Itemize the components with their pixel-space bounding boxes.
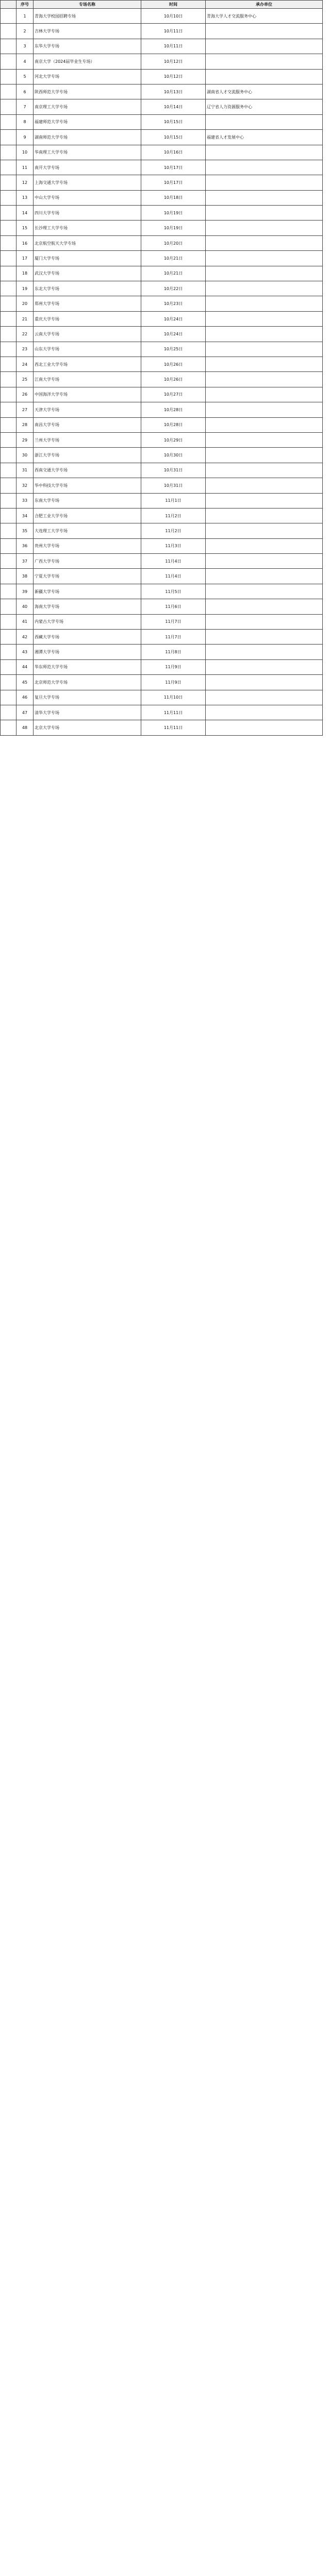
seq-cell: 45 [16, 675, 34, 690]
seq-cell: 33 [16, 493, 34, 508]
seq-cell: 41 [16, 614, 34, 629]
seq-cell: 7 [16, 99, 34, 114]
seq-cell: 5 [16, 69, 34, 84]
header-org: 承办单位 [206, 1, 323, 9]
seq-cell: 29 [16, 432, 34, 447]
table-row [1, 311, 323, 326]
table-row [1, 538, 323, 553]
table-row [1, 251, 323, 266]
org-cell: 福建省人才发展中心 [206, 130, 323, 145]
name-cell: 东南大学专场 [34, 493, 141, 508]
seq-cell: 12 [16, 175, 34, 190]
org-cell [206, 630, 323, 645]
time-cell: 10月18日 [141, 190, 206, 205]
seq-cell: 38 [16, 569, 34, 584]
seq-cell: 1 [16, 9, 34, 24]
time-cell: 10月31日 [141, 478, 206, 493]
seq-cell: 9 [16, 130, 34, 145]
time-cell: 11月4日 [141, 569, 206, 584]
name-cell: 郑州大学专场 [34, 296, 141, 311]
org-cell [206, 251, 323, 266]
table-row [1, 266, 323, 281]
region-cell [1, 39, 16, 54]
region-cell [1, 402, 16, 417]
org-cell [206, 190, 323, 205]
time-cell: 10月21日 [141, 251, 206, 266]
region-cell [1, 614, 16, 629]
region-cell [1, 357, 16, 371]
org-cell [206, 160, 323, 175]
seq-cell: 17 [16, 251, 34, 266]
region-cell [1, 296, 16, 311]
region-cell [1, 9, 16, 24]
region-cell [1, 342, 16, 357]
table-row [1, 357, 323, 371]
name-cell: 吉林大学专场 [34, 24, 141, 39]
org-cell [206, 614, 323, 629]
name-cell: 云南大学专场 [34, 327, 141, 342]
seq-cell: 32 [16, 478, 34, 493]
name-cell: 重庆大学专场 [34, 311, 141, 326]
time-cell: 10月14日 [141, 99, 206, 114]
region-cell [1, 145, 16, 160]
org-cell [206, 554, 323, 569]
name-cell: 清华大学专场 [34, 705, 141, 720]
time-cell: 11月9日 [141, 675, 206, 690]
seq-cell: 30 [16, 448, 34, 463]
table-row [1, 675, 323, 690]
org-cell [206, 448, 323, 463]
org-cell [206, 24, 323, 39]
region-cell [1, 251, 16, 266]
table-header [1, 1, 323, 9]
region-cell [1, 99, 16, 114]
seq-cell: 16 [16, 235, 34, 250]
org-cell [206, 493, 323, 508]
region-cell [1, 493, 16, 508]
name-cell: 南昌大学专场 [34, 417, 141, 432]
region-cell [1, 84, 16, 99]
org-cell [206, 327, 323, 342]
org-cell [206, 296, 323, 311]
org-cell [206, 281, 323, 296]
region-cell [1, 599, 16, 614]
seq-cell: 26 [16, 387, 34, 402]
header-seq: 序号 [16, 1, 34, 9]
seq-cell: 13 [16, 190, 34, 205]
time-cell: 11月7日 [141, 630, 206, 645]
seq-cell: 4 [16, 54, 34, 69]
seq-cell: 39 [16, 584, 34, 599]
name-cell: 长沙理工大学专场 [34, 221, 141, 235]
table-row [1, 432, 323, 447]
table-row [1, 190, 323, 205]
org-cell [206, 175, 323, 190]
time-cell: 10月21日 [141, 266, 206, 281]
schedule-table [0, 0, 323, 736]
seq-cell: 6 [16, 84, 34, 99]
time-cell: 11月8日 [141, 645, 206, 659]
region-cell [1, 266, 16, 281]
seq-cell: 40 [16, 599, 34, 614]
name-cell: 合肥工业大学专场 [34, 508, 141, 523]
time-cell: 11月10日 [141, 690, 206, 705]
org-cell [206, 387, 323, 402]
table-row [1, 235, 323, 250]
seq-cell: 19 [16, 281, 34, 296]
name-cell: 宁夏大学专场 [34, 569, 141, 584]
name-cell: 复旦大学专场 [34, 690, 141, 705]
time-cell: 11月2日 [141, 523, 206, 538]
region-cell [1, 448, 16, 463]
table-row [1, 720, 323, 735]
table-row [1, 206, 323, 221]
seq-cell: 28 [16, 417, 34, 432]
name-cell: 青海大学校园招聘专场 [34, 9, 141, 24]
name-cell: 华东师范大学专场 [34, 659, 141, 674]
org-cell [206, 39, 323, 54]
table-row [1, 478, 323, 493]
name-cell: 内蒙古大学专场 [34, 614, 141, 629]
time-cell: 10月20日 [141, 235, 206, 250]
region-cell [1, 54, 16, 69]
org-cell [206, 478, 323, 493]
time-cell: 11月9日 [141, 659, 206, 674]
region-cell [1, 387, 16, 402]
region-cell [1, 705, 16, 720]
org-cell [206, 114, 323, 129]
table-row [1, 463, 323, 478]
seq-cell: 18 [16, 266, 34, 281]
region-cell [1, 417, 16, 432]
table-row [1, 508, 323, 523]
org-cell [206, 402, 323, 417]
time-cell: 10月28日 [141, 402, 206, 417]
table-row [1, 417, 323, 432]
table-row [1, 645, 323, 659]
org-cell [206, 417, 323, 432]
name-cell: 南京理工大学专场 [34, 99, 141, 114]
name-cell: 海南大学专场 [34, 599, 141, 614]
time-cell: 10月23日 [141, 296, 206, 311]
seq-cell: 8 [16, 114, 34, 129]
time-cell: 10月29日 [141, 432, 206, 447]
org-cell: 辽宁省人力资源服务中心 [206, 99, 323, 114]
region-cell [1, 659, 16, 674]
region-cell [1, 235, 16, 250]
time-cell: 10月26日 [141, 372, 206, 387]
time-cell: 10月10日 [141, 9, 206, 24]
table-row [1, 523, 323, 538]
table-row [1, 39, 323, 54]
org-cell [206, 372, 323, 387]
org-cell [206, 235, 323, 250]
time-cell: 11月2日 [141, 508, 206, 523]
org-cell [206, 508, 323, 523]
name-cell: 广西大学专场 [34, 554, 141, 569]
region-cell [1, 584, 16, 599]
table-row [1, 569, 323, 584]
table-row [1, 160, 323, 175]
name-cell: 中山大学专场 [34, 190, 141, 205]
table-row [1, 448, 323, 463]
region-cell [1, 327, 16, 342]
name-cell: 北京师范大学专场 [34, 675, 141, 690]
org-cell [206, 705, 323, 720]
region-cell [1, 523, 16, 538]
name-cell: 南京大学（2024届毕业生专场） [34, 54, 141, 69]
name-cell: 东北大学专场 [34, 281, 141, 296]
table-row [1, 705, 323, 720]
table-row [1, 69, 323, 84]
seq-cell: 46 [16, 690, 34, 705]
name-cell: 东华大学专场 [34, 39, 141, 54]
region-cell [1, 478, 16, 493]
time-cell: 10月31日 [141, 463, 206, 478]
org-cell [206, 599, 323, 614]
org-cell [206, 266, 323, 281]
seq-cell: 23 [16, 342, 34, 357]
header-name: 专场名称 [34, 1, 141, 9]
region-cell [1, 538, 16, 553]
org-cell [206, 584, 323, 599]
time-cell: 11月3日 [141, 538, 206, 553]
time-cell: 10月30日 [141, 448, 206, 463]
time-cell: 10月25日 [141, 342, 206, 357]
name-cell: 陕西师范大学专场 [34, 84, 141, 99]
org-cell [206, 675, 323, 690]
table-row [1, 342, 323, 357]
header-time: 时间 [141, 1, 206, 9]
seq-cell: 11 [16, 160, 34, 175]
time-cell: 10月26日 [141, 357, 206, 371]
time-cell: 10月24日 [141, 327, 206, 342]
seq-cell: 21 [16, 311, 34, 326]
name-cell: 南开大学专场 [34, 160, 141, 175]
time-cell: 11月1日 [141, 493, 206, 508]
region-cell [1, 190, 16, 205]
org-cell: 湖南省人才交流服务中心 [206, 84, 323, 99]
time-cell: 10月15日 [141, 114, 206, 129]
region-cell [1, 221, 16, 235]
seq-cell: 14 [16, 206, 34, 221]
seq-cell: 3 [16, 39, 34, 54]
region-cell [1, 160, 16, 175]
time-cell: 10月16日 [141, 145, 206, 160]
seq-cell: 27 [16, 402, 34, 417]
table-row [1, 84, 323, 99]
time-cell: 11月7日 [141, 614, 206, 629]
name-cell: 兰州大学专场 [34, 432, 141, 447]
seq-cell: 34 [16, 508, 34, 523]
name-cell: 河北大学专场 [34, 69, 141, 84]
org-cell [206, 357, 323, 371]
region-cell [1, 130, 16, 145]
name-cell: 上海交通大学专场 [34, 175, 141, 190]
table-row [1, 599, 323, 614]
time-cell: 10月12日 [141, 69, 206, 84]
table-row [1, 690, 323, 705]
name-cell: 天津大学专场 [34, 402, 141, 417]
time-cell: 10月11日 [141, 39, 206, 54]
time-cell: 10月24日 [141, 311, 206, 326]
name-cell: 西藏大学专场 [34, 630, 141, 645]
name-cell: 四川大学专场 [34, 206, 141, 221]
time-cell: 10月17日 [141, 175, 206, 190]
org-cell [206, 720, 323, 735]
table-row [1, 145, 323, 160]
seq-cell: 42 [16, 630, 34, 645]
table-row [1, 281, 323, 296]
seq-cell: 2 [16, 24, 34, 39]
table-row [1, 296, 323, 311]
table-row [1, 130, 323, 145]
name-cell: 华中科技大学专场 [34, 478, 141, 493]
name-cell: 武汉大学专场 [34, 266, 141, 281]
name-cell: 华南理工大学专场 [34, 145, 141, 160]
header-row [1, 1, 323, 9]
table-row [1, 9, 323, 24]
name-cell: 湖南师范大学专场 [34, 130, 141, 145]
table-row [1, 387, 323, 402]
table-row [1, 99, 323, 114]
name-cell: 北京航空航天大学专场 [34, 235, 141, 250]
org-cell [206, 569, 323, 584]
region-cell [1, 463, 16, 478]
org-cell [206, 69, 323, 84]
table-body [1, 9, 323, 736]
name-cell: 贵州大学专场 [34, 538, 141, 553]
table-row [1, 659, 323, 674]
region-cell [1, 508, 16, 523]
time-cell: 11月5日 [141, 584, 206, 599]
seq-cell: 37 [16, 554, 34, 569]
time-cell: 10月19日 [141, 206, 206, 221]
region-cell [1, 554, 16, 569]
name-cell: 江南大学专场 [34, 372, 141, 387]
region-cell [1, 675, 16, 690]
time-cell: 10月27日 [141, 387, 206, 402]
seq-cell: 36 [16, 538, 34, 553]
seq-cell: 22 [16, 327, 34, 342]
org-cell [206, 221, 323, 235]
seq-cell: 20 [16, 296, 34, 311]
table-row [1, 630, 323, 645]
org-cell [206, 206, 323, 221]
name-cell: 中国海洋大学专场 [34, 387, 141, 402]
time-cell: 10月11日 [141, 24, 206, 39]
region-cell [1, 645, 16, 659]
region-cell [1, 569, 16, 584]
region-cell [1, 281, 16, 296]
name-cell: 浙江大学专场 [34, 448, 141, 463]
seq-cell: 24 [16, 357, 34, 371]
seq-cell: 25 [16, 372, 34, 387]
table-row [1, 54, 323, 69]
seq-cell: 15 [16, 221, 34, 235]
region-cell [1, 720, 16, 735]
time-cell: 11月6日 [141, 599, 206, 614]
time-cell: 10月12日 [141, 54, 206, 69]
org-cell [206, 342, 323, 357]
org-cell [206, 311, 323, 326]
org-cell [206, 54, 323, 69]
region-cell [1, 114, 16, 129]
time-cell: 11月4日 [141, 554, 206, 569]
org-cell [206, 645, 323, 659]
header-region [1, 1, 16, 9]
region-cell [1, 372, 16, 387]
table-row [1, 175, 323, 190]
time-cell: 10月15日 [141, 130, 206, 145]
table-row [1, 614, 323, 629]
table-row [1, 554, 323, 569]
region-cell [1, 432, 16, 447]
region-cell [1, 175, 16, 190]
name-cell: 厦门大学专场 [34, 251, 141, 266]
seq-cell: 10 [16, 145, 34, 160]
name-cell: 西北工业大学专场 [34, 357, 141, 371]
table-row [1, 493, 323, 508]
region-cell [1, 69, 16, 84]
org-cell [206, 538, 323, 553]
org-cell [206, 463, 323, 478]
time-cell: 10月19日 [141, 221, 206, 235]
region-cell [1, 311, 16, 326]
region-cell [1, 24, 16, 39]
seq-cell: 47 [16, 705, 34, 720]
org-cell: 青海大学人才交流服务中心 [206, 9, 323, 24]
time-cell: 11月11日 [141, 705, 206, 720]
table-row [1, 24, 323, 39]
table-row [1, 584, 323, 599]
table-row [1, 221, 323, 235]
org-cell [206, 145, 323, 160]
seq-cell: 31 [16, 463, 34, 478]
region-cell [1, 630, 16, 645]
time-cell: 10月13日 [141, 84, 206, 99]
time-cell: 10月22日 [141, 281, 206, 296]
time-cell: 10月17日 [141, 160, 206, 175]
org-cell [206, 690, 323, 705]
seq-cell: 44 [16, 659, 34, 674]
org-cell [206, 659, 323, 674]
time-cell: 11月11日 [141, 720, 206, 735]
seq-cell: 48 [16, 720, 34, 735]
table-row [1, 402, 323, 417]
name-cell: 福建师范大学专场 [34, 114, 141, 129]
name-cell: 北京大学专场 [34, 720, 141, 735]
table-row [1, 372, 323, 387]
table-row [1, 327, 323, 342]
region-cell [1, 206, 16, 221]
name-cell: 山东大学专场 [34, 342, 141, 357]
name-cell: 湘潭大学专场 [34, 645, 141, 659]
name-cell: 新疆大学专场 [34, 584, 141, 599]
region-cell [1, 690, 16, 705]
org-cell [206, 432, 323, 447]
name-cell: 大连理工大学专场 [34, 523, 141, 538]
org-cell [206, 523, 323, 538]
name-cell: 西南交通大学专场 [34, 463, 141, 478]
table-row [1, 114, 323, 129]
seq-cell: 35 [16, 523, 34, 538]
time-cell: 10月28日 [141, 417, 206, 432]
seq-cell: 43 [16, 645, 34, 659]
